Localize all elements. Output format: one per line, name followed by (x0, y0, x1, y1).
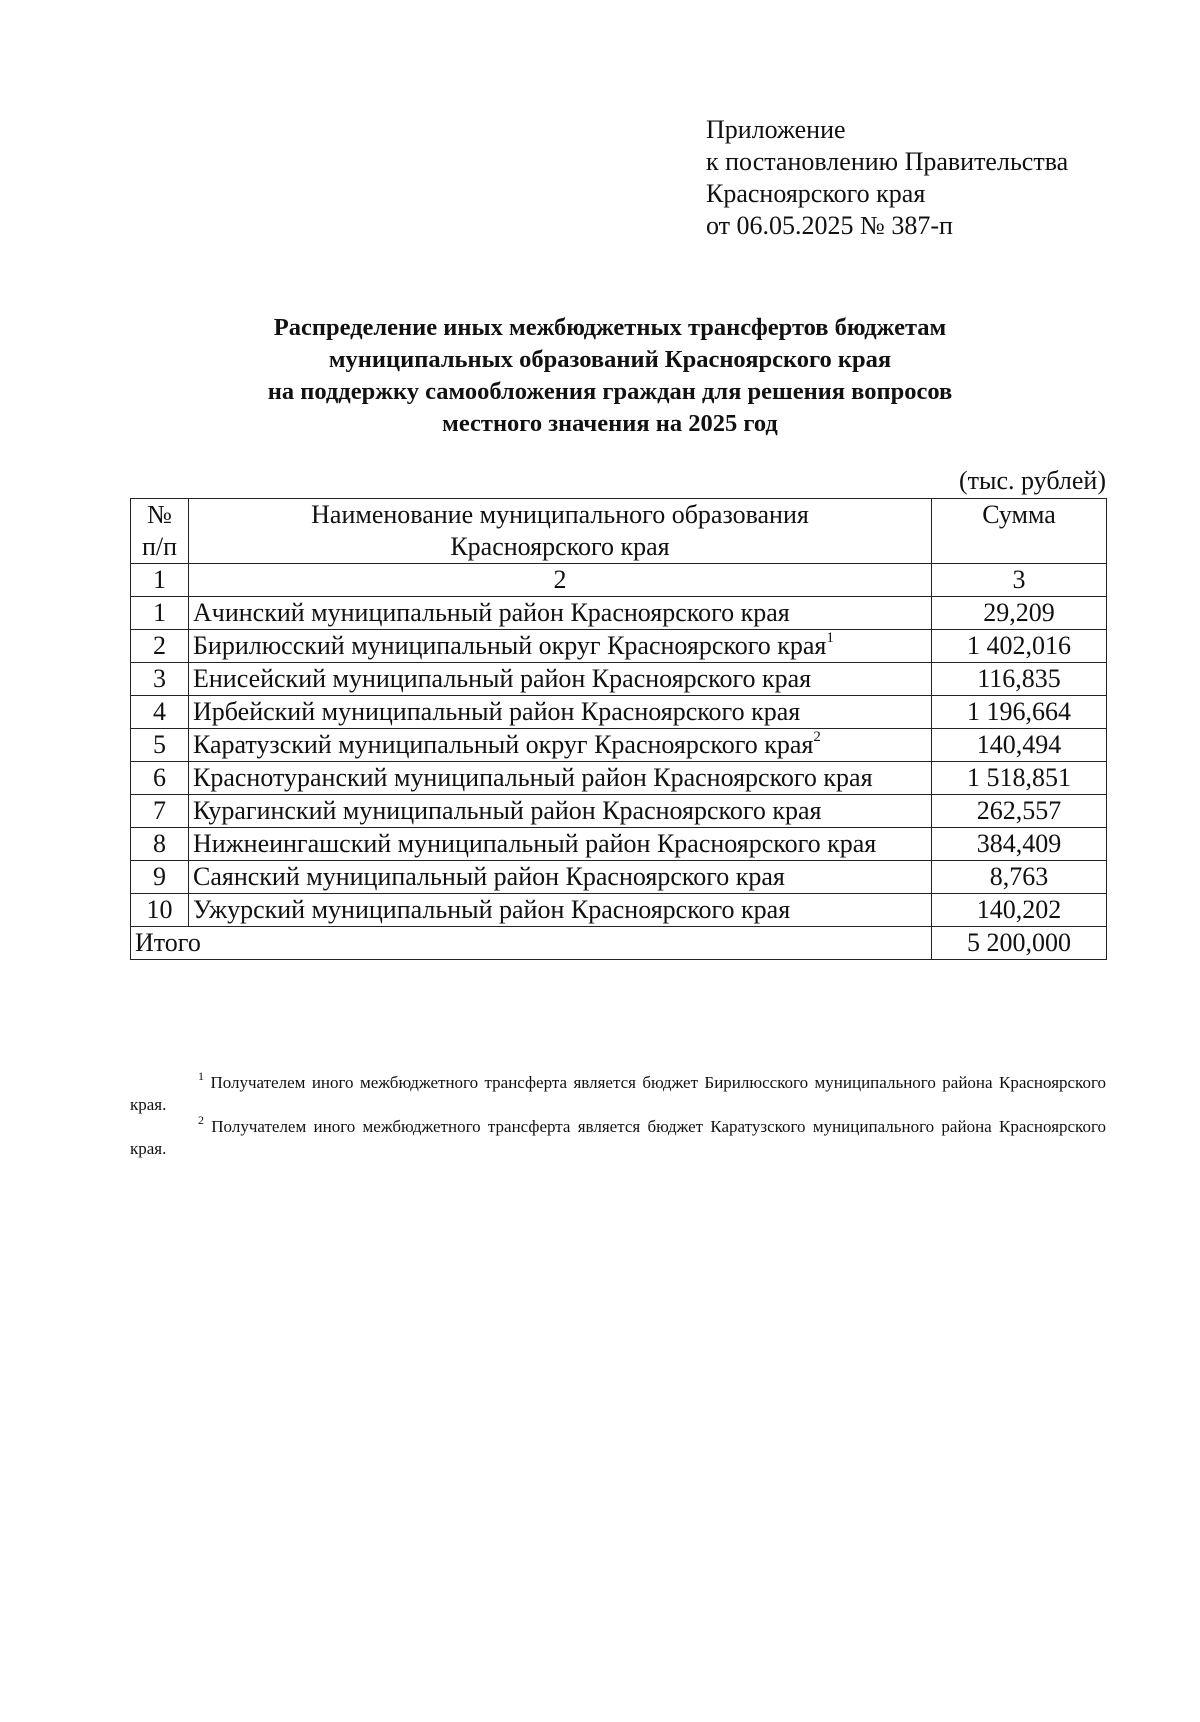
units-label: (тыс. рублей) (958, 466, 1106, 495)
footnote-mark: 2 (198, 1113, 204, 1127)
table-row (131, 630, 1107, 663)
table-header-row (131, 499, 1107, 564)
row-sum-cell: 262,557 (932, 795, 1107, 828)
municipality-name: Курагинский муниципальный район Красноярского края (193, 796, 822, 825)
row-num-cell: 5 (131, 729, 189, 762)
row-num-cell: 1 (131, 597, 189, 630)
colnum-cell: 1 (131, 564, 189, 597)
document-title (130, 312, 1090, 440)
row-sum-cell: 140,494 (932, 729, 1107, 762)
municipality-name: Енисейский муниципальный район Красноярского края (193, 664, 812, 693)
row-sum-cell: 29,209 (932, 597, 1107, 630)
header-sum-cell: Сумма (932, 499, 1107, 564)
table-row (131, 696, 1107, 729)
title-line: муниципальных образований Красноярского края (328, 346, 892, 373)
row-num-cell: 2 (131, 630, 189, 663)
total-sum: 5 200,000 (932, 927, 1107, 960)
footnote (130, 1069, 1107, 1116)
title-line: Распределение иных межбюджетных трансфертов бюджетам (273, 314, 947, 341)
table-row (131, 861, 1107, 894)
header-num-line2: п/п (141, 532, 178, 561)
footnote-ref: 2 (813, 729, 821, 745)
row-name-cell (189, 828, 932, 861)
title-line: местного значения на 2025 год (442, 410, 778, 437)
table-row (131, 597, 1107, 630)
header-num-cell (131, 499, 189, 564)
table-row (131, 762, 1107, 795)
footnote-text: Получателем иного межбюджетного трансферта является бюджет Бирилюсского муниципального района Красноярского края. (130, 1073, 1107, 1114)
annex-line: от 06.05.2025 № 387-п (706, 211, 953, 240)
municipality-name: Саянский муниципальный район Красноярского края (193, 862, 785, 891)
municipality-name: Бирилюсский муниципальный округ Красноярского края (193, 631, 827, 660)
row-sum-cell: 384,409 (932, 828, 1107, 861)
table-total-row (131, 927, 1107, 960)
row-name-cell (189, 894, 932, 927)
distribution-table (130, 498, 1107, 960)
table-row (131, 729, 1107, 762)
total-label: Итого (131, 927, 932, 960)
row-num-cell: 7 (131, 795, 189, 828)
colnum-cell: 2 (189, 564, 932, 597)
header-name-line1: Наименование муниципального образования (311, 500, 809, 529)
row-num-cell: 10 (131, 894, 189, 927)
footnote-mark: 1 (198, 1069, 204, 1083)
table-row (131, 663, 1107, 696)
row-name-cell (189, 663, 932, 696)
annex-line: Приложение (706, 115, 846, 144)
row-num-cell: 4 (131, 696, 189, 729)
municipality-name: Каратузский муниципальный округ Красноярского края (193, 730, 814, 759)
municipality-name: Ирбейский муниципальный район Красноярского края (193, 697, 801, 726)
footnote-text: Получателем иного межбюджетного трансферта является бюджет Каратузского муниципального района Красноярского края. (130, 1117, 1106, 1158)
annex-line: Красноярского края (706, 179, 926, 208)
row-sum-cell: 1 402,016 (932, 630, 1107, 663)
table-row (131, 795, 1107, 828)
title-line: на поддержку самообложения граждан для решения вопросов (267, 378, 953, 405)
row-num-cell: 9 (131, 861, 189, 894)
row-num-cell: 3 (131, 663, 189, 696)
row-name-cell (189, 795, 932, 828)
header-num-line1: № (147, 500, 172, 529)
header-name-line2: Красноярского края (450, 532, 670, 561)
row-sum-cell: 140,202 (932, 894, 1107, 927)
row-sum-cell: 116,835 (932, 663, 1107, 696)
row-num-cell: 8 (131, 828, 189, 861)
row-num-cell: 6 (131, 762, 189, 795)
table-row (131, 828, 1107, 861)
colnum-cell: 3 (932, 564, 1107, 597)
row-name-cell (189, 762, 932, 795)
row-name-cell (189, 696, 932, 729)
row-name-cell (189, 861, 932, 894)
row-name-cell (189, 729, 932, 762)
footnote-ref: 1 (826, 630, 834, 646)
municipality-name: Ачинский муниципальный район Красноярского края (193, 598, 790, 627)
municipality-name: Нижнеингашский муниципальный район Красноярского края (193, 829, 877, 858)
row-sum-cell: 8,763 (932, 861, 1107, 894)
footnote (130, 1113, 1106, 1160)
row-name-cell (189, 630, 932, 663)
municipality-name: Ужурский муниципальный район Красноярского края (193, 895, 791, 924)
row-name-cell (189, 597, 932, 630)
table-colnum-row (131, 564, 1107, 597)
footnotes (130, 1069, 1107, 1160)
annex-block (706, 114, 1068, 242)
municipality-name: Краснотуранский муниципальный район Красноярского края (193, 763, 873, 792)
header-name-cell (189, 499, 932, 564)
annex-line: к постановлению Правительства (706, 147, 1069, 176)
row-sum-cell: 1 518,851 (932, 762, 1107, 795)
row-sum-cell: 1 196,664 (932, 696, 1107, 729)
table-row (131, 894, 1107, 927)
